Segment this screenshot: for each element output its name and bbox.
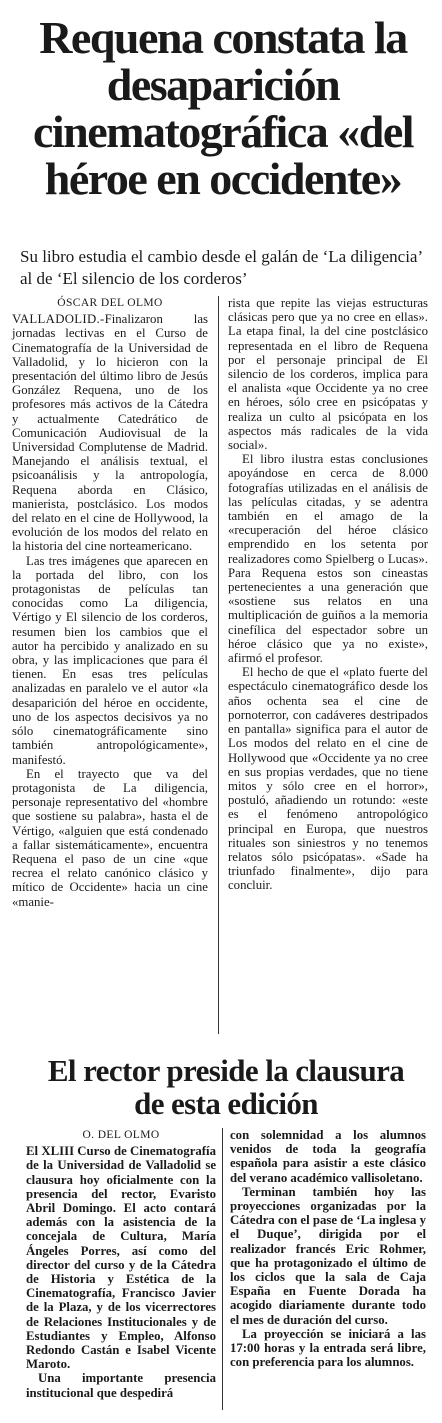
column-divider (222, 1128, 223, 1410)
dateline: VALLADOLID.- (12, 312, 105, 327)
article-paragraph: El hecho de que el «plato fuerte del espectáculo cinematográfico desde los años ochenta sea el cine de pornoterror, con cadáveres destripados en pantalla» significa para el autor de Los modos del relato en el cine de Hollywood que «Occidente ya no cree en sus propias verdades, que no tiene mitos y sólo cree en el horror», postuló, añadiendo un rotundo: «este es el fenómeno antropológico principal en Europa, que nuestros rituales son siniestros y no tenemos relatos sólo psicópatas». «Sade ha triunfado finalmente», dijo para concluir. (228, 665, 428, 893)
article-paragraph: Una importante presencia institucional que despedirá (26, 1371, 216, 1400)
article-paragraph: El XLIII Curso de Cinematografía de la Universidad de Valladolid se clausura hoy oficialmente con la presencia del rector, Evaristo Abril Domingo. El acto contará además con la asistencia de la concejala de Cultura, María Ángeles Porres, así como del director del curso y de la Cátedra de Historia y Estética de la Cinematografía, Francisco Javier de la Plaza, y de los vicerrectores de Relaciones Institucionales y de Estudiantes y Empleo, Alfonso Redondo Castán e Isabel Vicente Maroto. (26, 1144, 216, 1372)
paragraph-text: Finalizaron las jornadas lectivas en el Curso de Cinematografía de la Universidad de Valladolid, y lo hicieron con la presentación del último libro de Jesús González Requena, uno de los profesores más activos de la Cátedra y actualmente Catedrático de Comunicación Audiovisual de la Universidad Complutense de Madrid. Manejando el análisis textual, el psicoanálisis y la antropología, Requena aborda en Clásico, manierista, postclásico. Los modos del relato en el cine de Hollywood, la evolución de los modos del relato en la historia del cine norteamericano. (12, 312, 208, 554)
article-column-1 (12, 296, 208, 909)
article-paragraph: con solemnidad a los alumnos venidos de toda la geografía española para asistir a este clásico del verano académico vallisoletano. (230, 1128, 426, 1185)
article-subhead: Su libro estudia el cambio desde el galán de ‘La diligencia’ al de ‘El silencio de los corderos’ (20, 247, 422, 288)
second-article-column-2 (230, 1128, 426, 1369)
article-paragraph: El libro ilustra estas conclusiones apoyándose en cerca de 8.000 fotografías utilizadas en el análisis de las películas citadas, y se adentra también en el amago de la «recuperación del héroe clásico emprendido en los setenta por realizadores como Spielberg o Lucas». Para Requena estos son cineastas pertenecientes a una generación que «sostiene sus relatos en una multiplicación de guiños a la memoria cinefílica del espectador sobre un héroe clásico que ya no existe», afirmó el profesor. (228, 452, 428, 666)
second-article-column-1 (26, 1128, 216, 1400)
article-column-2 (228, 296, 428, 893)
article-paragraph: Las tres imágenes que aparecen en la portada del libro, con los protagonistas de películas tan conocidas como La diligencia, Vértigo y El silencio de los corderos, resumen bien los cambios que el autor ha percibido y analizado en su obra, y las implicaciones que para él tienen. En esas tres películas analizadas en paralelo ve el autor «la desaparición del héroe en occidente, uno de los aspectos decisivos ya no sólo cinematográficamente sino también antropológicamente», manifestó. (12, 553, 208, 767)
article-paragraph: En el trayecto que va del protagonista de La diligencia, personaje representativo del «hombre que sostiene su palabra», hasta el de Vértigo, «alguien que está condenado a fallar sistemáticamente», encuentra Requena el paso de un cine «que recrea el relato canónico clásico y mítico de Occidente» hacia un cine «manie- (12, 766, 208, 909)
article-paragraph: Terminan también hoy las proyecciones organizadas por la Cátedra con el pase de ‘La inglesa y el Duque’, dirigida por el realizador francés Eric Rohmer, que ha protagonizado el último de los ciclos que la sala de Caja España en Fuente Dorada ha acogido diariamente durante todo el mes de duración del curso. (230, 1184, 426, 1327)
column-divider (218, 296, 219, 1034)
author-byline: ÓSCAR DEL OLMO (57, 297, 163, 309)
article-headline: Requena constata la desaparición cinematográfica «del héroe en occidente» (32, 12, 414, 204)
article-paragraph: rista que repite las viejas estructuras clásicas pero que ya no cree en ellas». La etapa final, la del cine postclásico representada en el libro de Requena por el personaje principal de El silencio de los corderos, implica para el analista «que Occidente ya no cree en héroes, sólo cree en psicópatas y realiza un culto al psicópata en los aspectos más radicales de la vida social». (228, 296, 428, 453)
second-article-headline: El rector preside la clausura de esta edición (47, 1053, 405, 1121)
article-paragraph: La proyección se iniciará a las 17:00 horas y la entrada será libre, con preferencia para los alumnos. (230, 1326, 426, 1370)
author-byline: O. DEL OLMO (82, 1129, 160, 1141)
article-paragraph (12, 312, 208, 553)
